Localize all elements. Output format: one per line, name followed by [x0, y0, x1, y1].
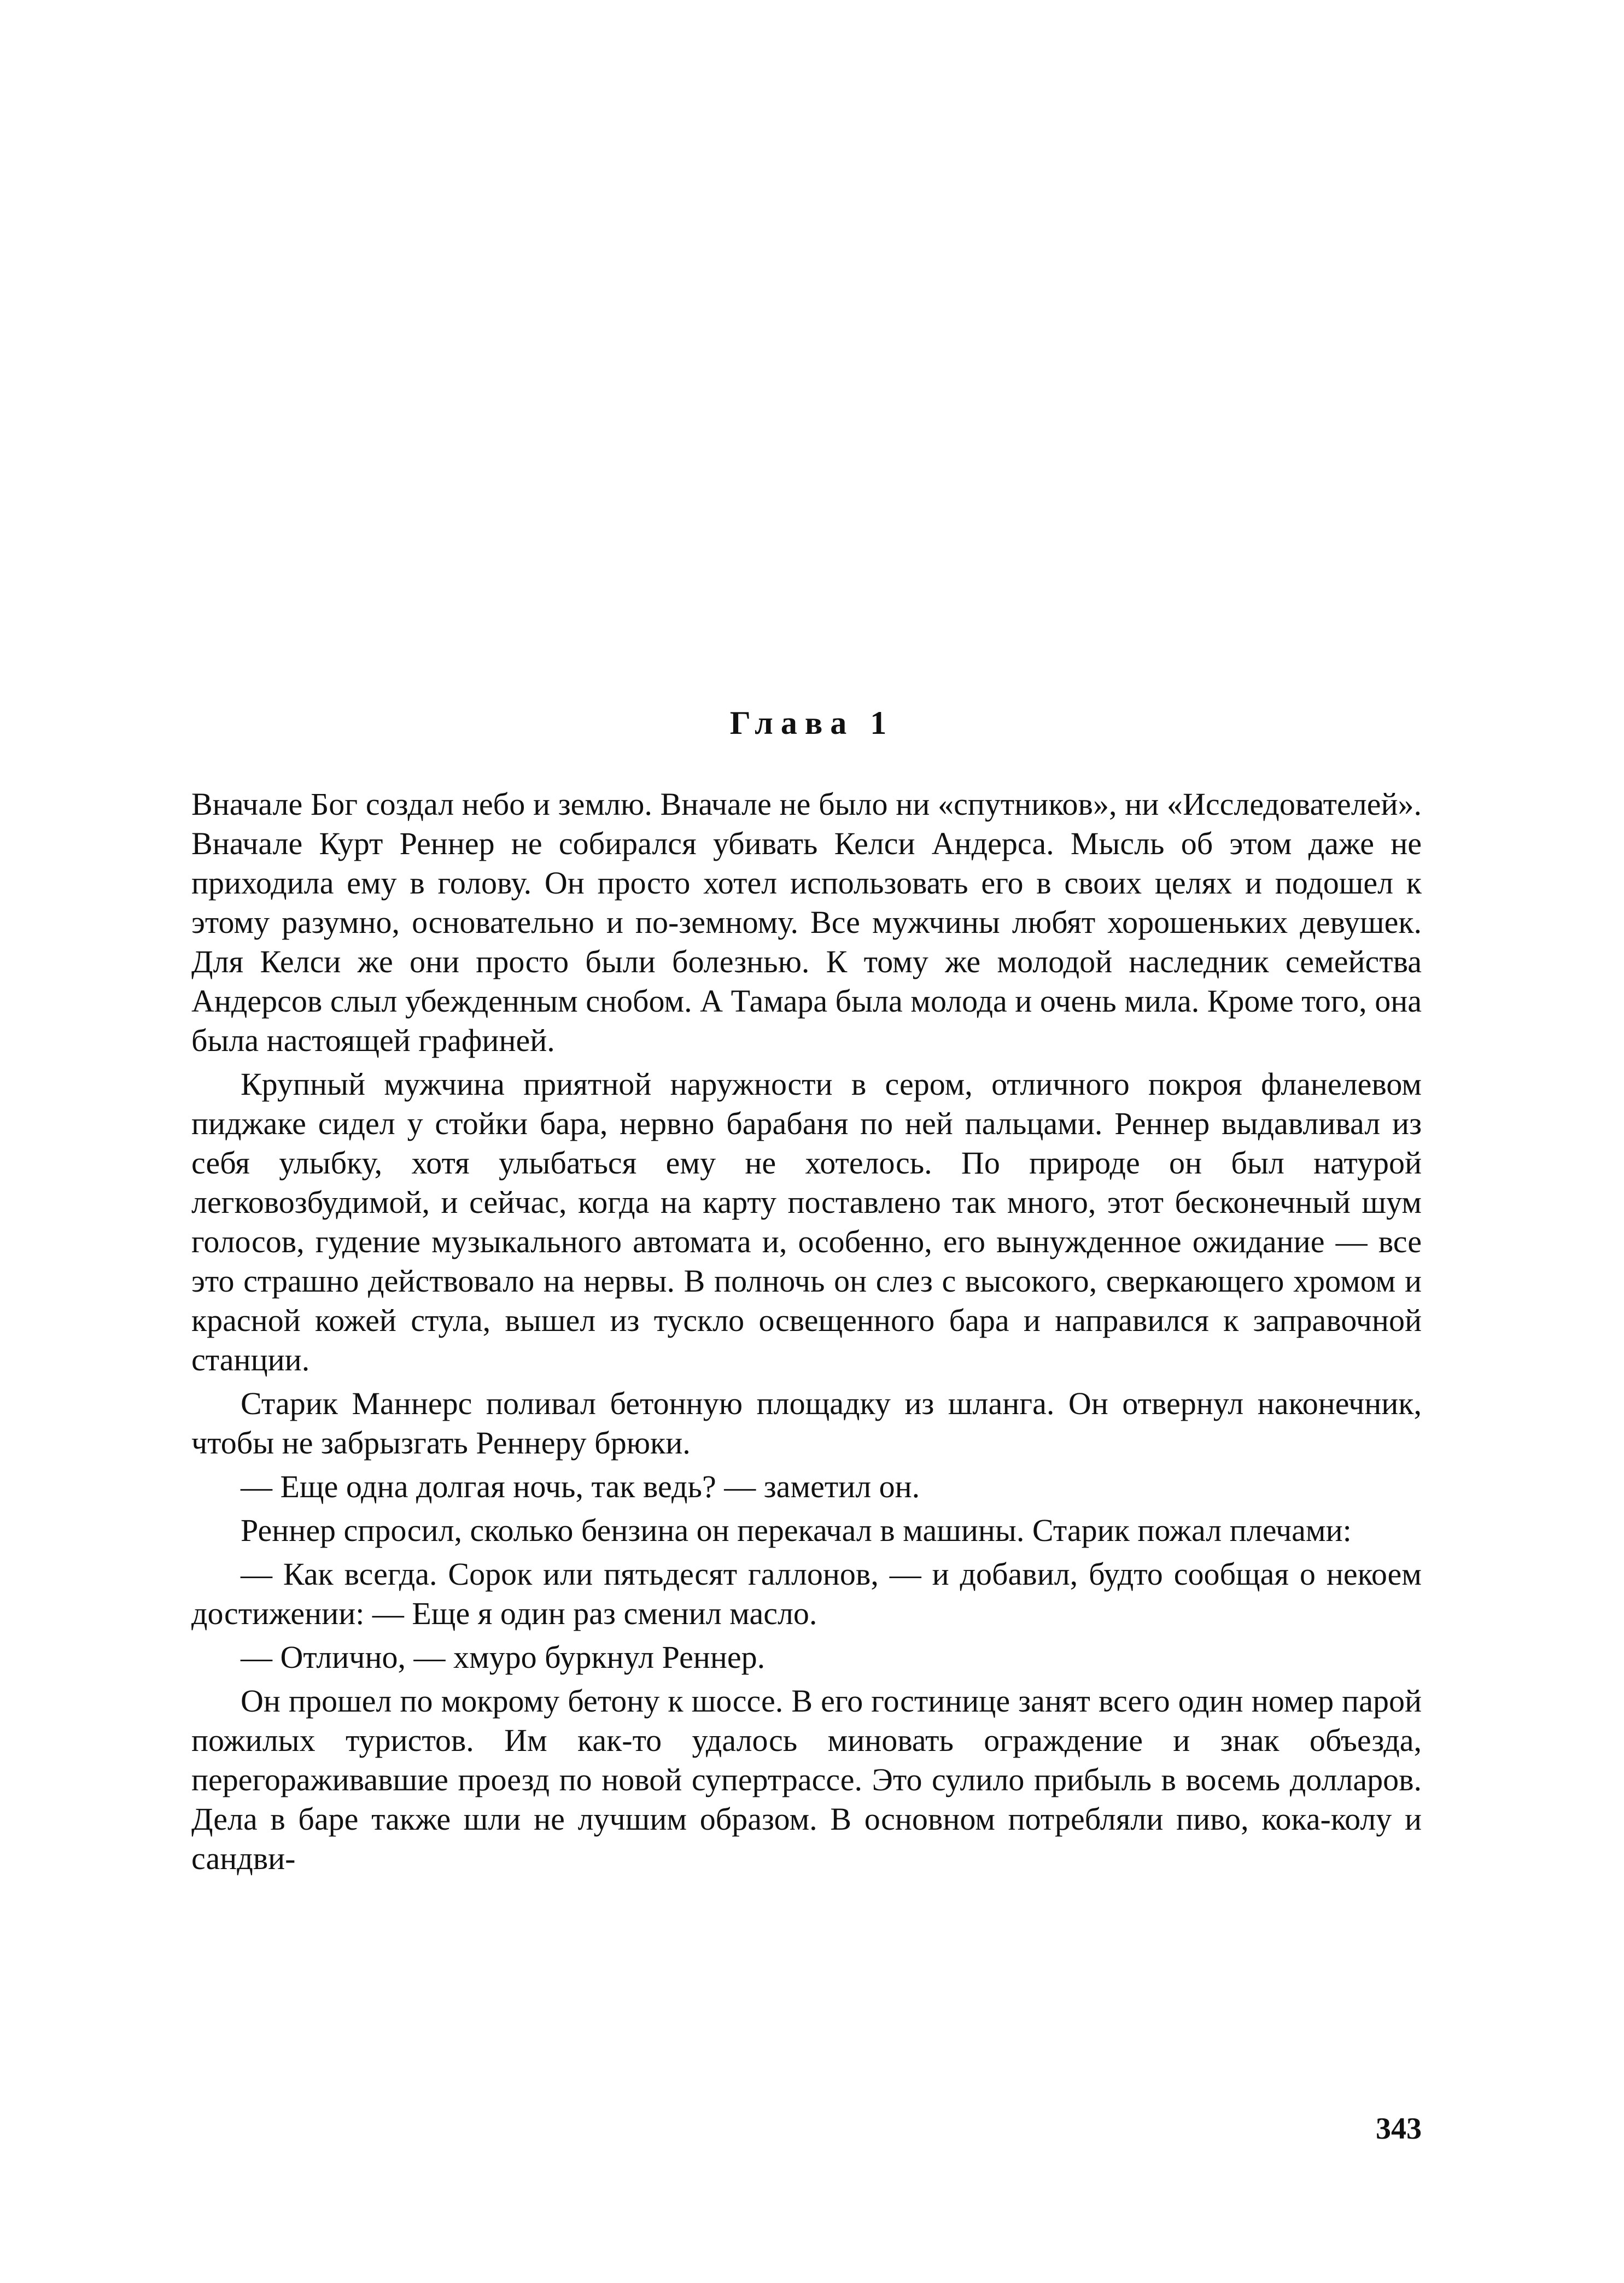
page-number: 343 [1376, 2112, 1422, 2146]
chapter-title: Глава 1 [729, 705, 895, 741]
paragraph: Старик Маннерс поливал бетонную площадку из шланга. Он отвернул наконечник, чтобы не забрызгать Реннеру брюки. [191, 1386, 1422, 1461]
body-text [191, 785, 1422, 1883]
dialogue-line: — Как всегда. Сорок или пятьдесят галлонов, — и добавил, будто сообщая о некоем достижении: — Еще я один раз сменил масло. [191, 1556, 1422, 1631]
paragraph: Он прошел по мокрому бетону к шоссе. В его гостинице занят всего один номер парой пожилых туристов. Им как-то удалось миновать ограждение и знак объезда, перегораживавшие проезд по новой супертрассе. Это сулило прибыль в восемь долларов. Дела в баре также шли не лучшим образом. В основном потребляли пиво, кока-колу и сандви- [191, 1683, 1422, 1876]
dialogue-line: — Отлично, — хмуро буркнул Реннер. [241, 1639, 766, 1675]
dialogue-line: — Еще одна долгая ночь, так ведь? — заметил он. [241, 1469, 920, 1504]
paragraph: Вначале Бог создал небо и землю. Вначале не было ни «спутников», ни «Исследователей». Вначале Курт Реннер не собирался убивать Келси Андерса. Мысль об этом даже не приходила ему в голову. Он просто хотел использовать его в своих целях и подошел к этому разумно, основательно и по-земному. Все мужчины любят хорошеньких девушек. Для Келси же они просто были болезнью. К тому же молодой наследник семейства Андерсов слыл убежденным снобом. А Тамара была молода и очень мила. Кроме того, она была настоящей графиней. [191, 786, 1422, 1058]
paragraph: Реннер спросил, сколько бензина он перекачал в машины. Старик пожал плечами: [241, 1513, 1352, 1548]
paragraph: Крупный мужчина приятной наружности в сером, отличного покроя фланелевом пиджаке сидел у стойки бара, нервно барабаня по ней пальцами. Реннер выдавливал из себя улыбку, хотя улыбаться ему не хотелось. По природе он был натурой легковозбудимой, и сейчас, когда на карту поставлено так много, этот бесконечный шум голосов, гудение музыкального автомата и, особенно, его вынужденное ожидание — все это страшно действовало на нервы. В полночь он слез с высокого, сверкающего хромом и красной кожей стула, вышел из тускло освещенного бара и направился к заправочной станции. [191, 1066, 1422, 1377]
